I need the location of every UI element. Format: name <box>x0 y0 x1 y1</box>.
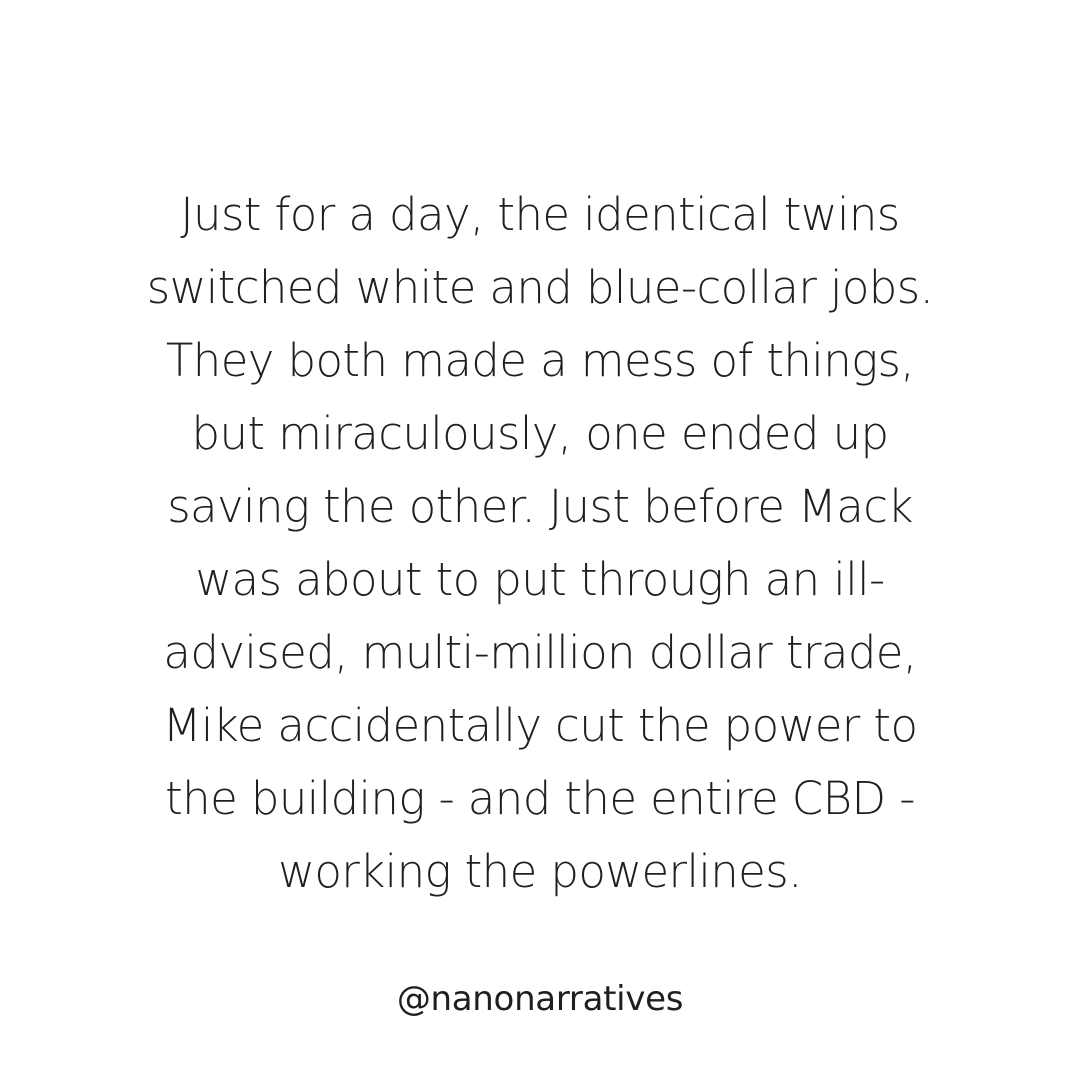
story-line: but miraculously, one ended up <box>191 407 889 460</box>
story-text <box>0 178 1080 908</box>
author-handle: @nanonarratives <box>396 979 684 1019</box>
story-line: Just for a day, the identical twins <box>180 188 900 241</box>
story-line: advised, multi-million dollar trade, <box>163 626 917 679</box>
story-line: working the powerlines. <box>278 845 802 898</box>
story-line: Mike accidentally cut the power to <box>162 699 918 752</box>
story-line: was about to put through an ill- <box>195 553 885 606</box>
story-line: saving the other. Just before Mack <box>167 480 913 533</box>
story-line: the building - and the entire CBD - <box>165 772 915 825</box>
story-line: switched white and blue-collar jobs. <box>146 261 934 314</box>
story-line: They both made a mess of things, <box>165 334 915 387</box>
